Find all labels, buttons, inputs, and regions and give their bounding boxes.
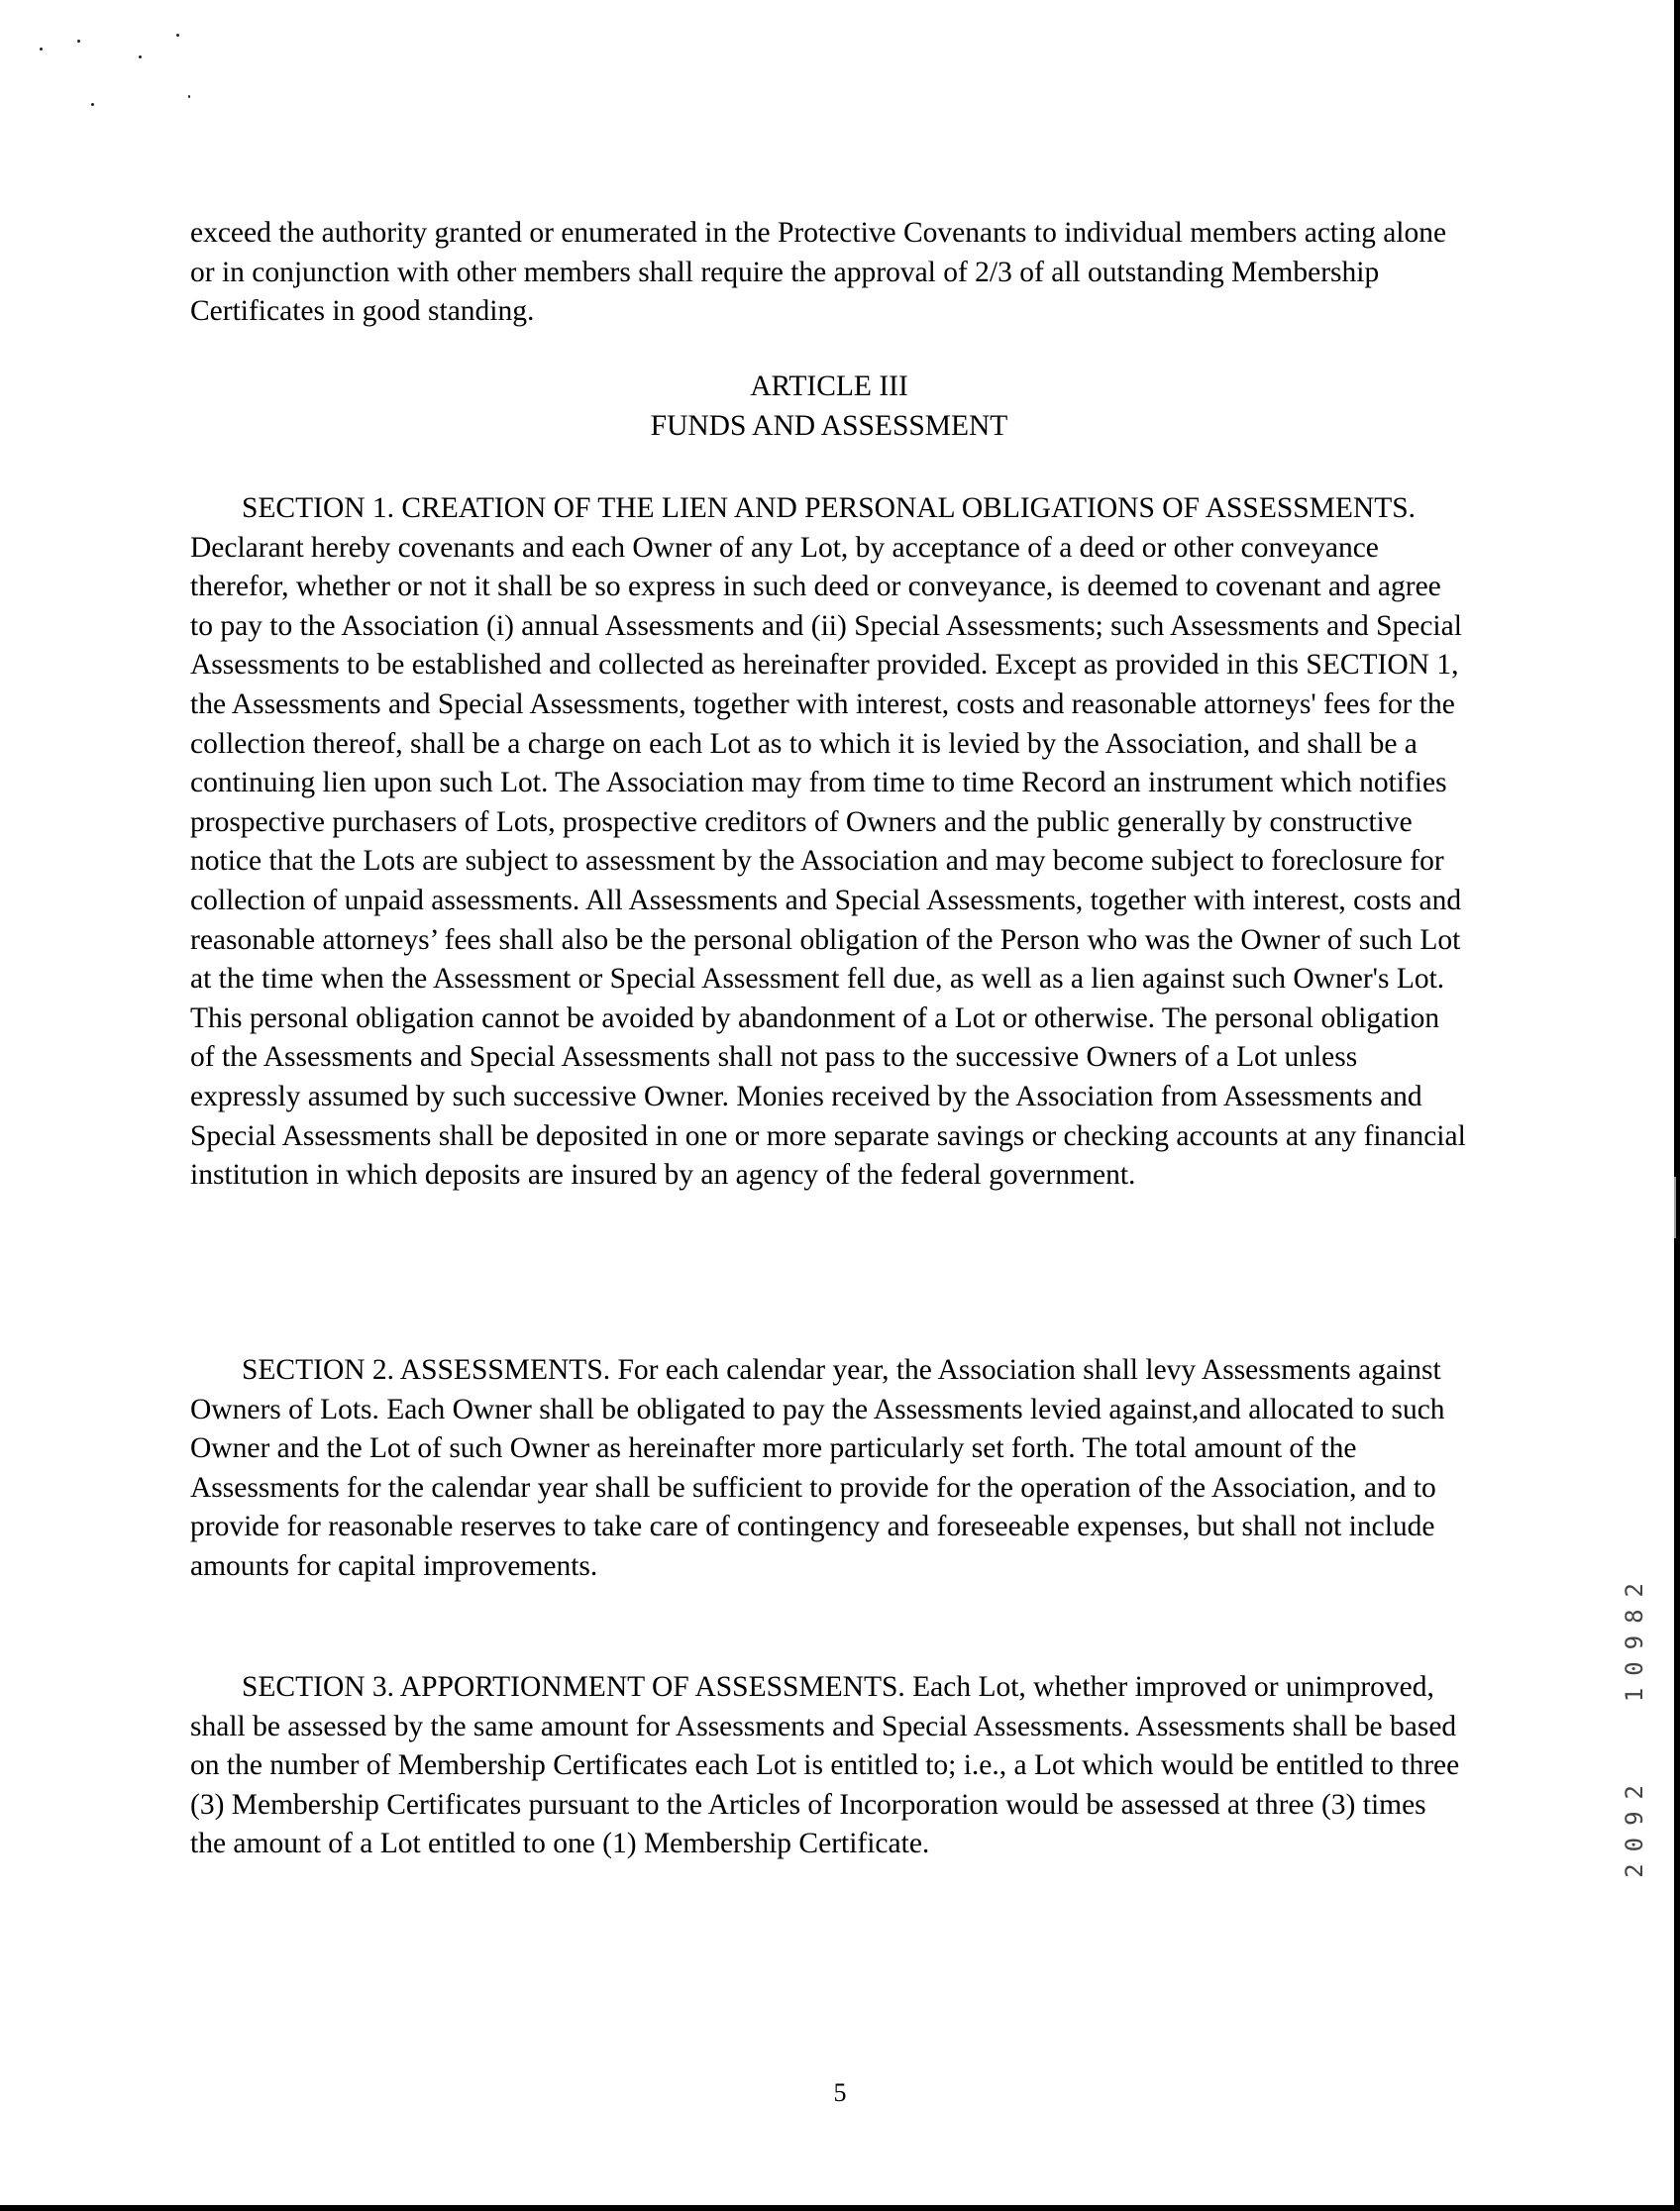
continuation-paragraph: exceed the authority granted or enumerated in the Protective Covenants to individual members acting alone or in conjunction with other members shall require the approval of 2/3 of all outstanding Membership Certificates in good standing.	[190, 217, 1447, 328]
scan-speck	[188, 95, 190, 98]
side-stamp-lower: 2092	[1621, 1773, 1648, 1878]
article-subtitle: FUNDS AND ASSESSMENT	[650, 410, 1008, 442]
scan-speck	[176, 34, 179, 37]
scan-speck	[139, 55, 142, 58]
article-title: ARTICLE III	[750, 370, 908, 402]
scan-edge-mark	[1674, 1177, 1676, 1238]
section-2-paragraph: SECTION 2. ASSESSMENTS. For each calendar year, the Association shall levy Assessments against Owners of Lots. Each Owner shall be obligated to pay the Assessments levied against,and allocated to such Owner and the Lot of such Owner as hereinafter more particularly set forth. The total amount of the Assessments for the calendar year shall be sufficient to provide for the operation of the Association, and to provide for reasonable reserves to take care of contingency and foreseeable expenses, but shall not include amounts for capital improvements.	[190, 1354, 1445, 1582]
scan-speck	[77, 40, 80, 43]
scan-speck	[40, 48, 43, 51]
scan-speck	[91, 103, 94, 106]
section-1-paragraph: SECTION 1. CREATION OF THE LIEN AND PERSONAL OBLIGATIONS OF ASSESSMENTS. Declarant hereby covenants and each Owner of any Lot, by acceptance of a deed or other conveyance therefor, whether or not it shall be so express in such deed or conveyance, is deemed to covenant and agree to pay to the Association (i) annual Assessments and (ii) Special Assessments; such Assessments and Special Assessments to be established and collected as hereinafter provided. Except as provided in this SECTION 1, the Assessments and Special Assessments, together with interest, costs and reasonable attorneys' fees for the collection thereof, shall be a charge on each Lot as to which it is levied by the Association, and shall be a continuing lien upon such Lot. The Association may from time to time Record an instrument which notifies prospective purchasers of Lots, prospective creditors of Owners and the public generally by constructive notice that the Lots are subject to assessment by the Association and may become subject to foreclosure for collection of unpaid assessments. All Assessments and Special Assessments, together with interest, costs and reasonable attorneys’ fees shall also be the personal obligation of the Person who was the Owner of such Lot at the time when the Assessment or Special Assessment fell due, as well as a lien against such Owner's Lot. This personal obligation cannot be avoided by abandonment of a Lot or otherwise. The personal obligation of the Assessments and Special Assessments shall not pass to the successive Owners of a Lot unless expressly assumed by such successive Owner. Monies received by the Association from Assessments and Special Assessments shall be deposited in one or more separate savings or checking accounts at any financial institution in which deposits are insured by an agency of the federal government.	[190, 492, 1466, 1192]
section-3-paragraph: SECTION 3. APPORTIONMENT OF ASSESSMENTS. Each Lot, whether improved or unimproved, shall be assessed by the same amount for Assessments and Special Assessments. Assessments shall be based on the number of Membership Certificates each Lot is entitled to; i.e., a Lot which would be entitled to three (3) Membership Certificates pursuant to the Articles of Incorporation would be assessed at three (3) times the amount of a Lot entitled to one (1) Membership Certificate.	[190, 1671, 1460, 1860]
side-stamp-upper: 10982	[1621, 1571, 1648, 1703]
page-number: 5	[833, 2078, 847, 2107]
